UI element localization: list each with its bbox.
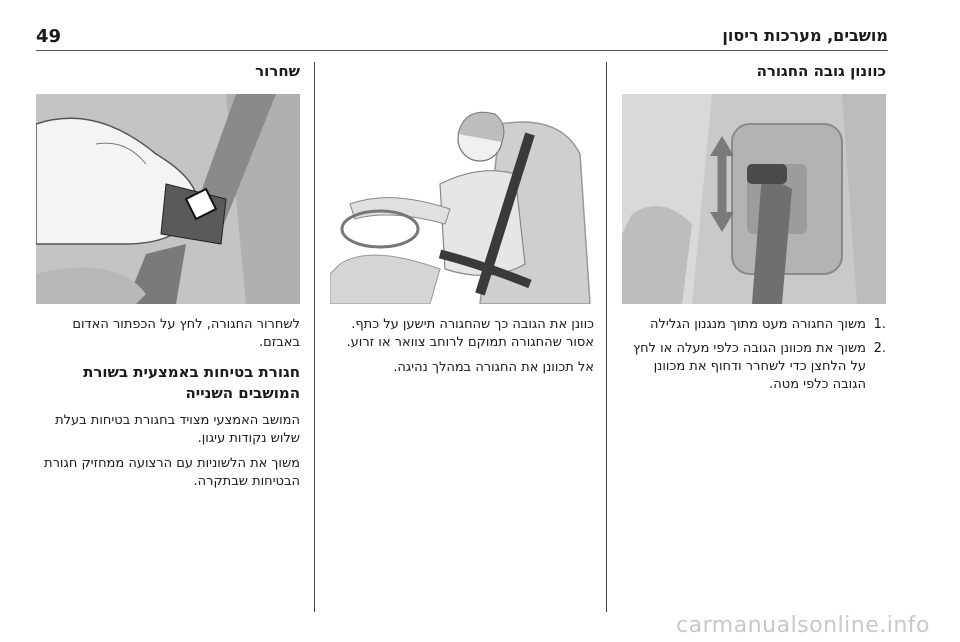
column-divider <box>314 62 315 612</box>
subheading-center-belt: חגורת בטיחות באמצעית בשורת המושבים השנייה <box>83 363 300 402</box>
driver-seatbelt-illustration <box>330 94 594 304</box>
chapter-title: מושבים, מערכות ריסון <box>722 26 888 45</box>
release-instructions: לשחרור החגורה, לחץ על הכפתור האדום באבזם. <box>72 317 300 350</box>
page-header <box>36 28 888 51</box>
watermark-text: carmanualsonline.info <box>676 613 930 638</box>
height-adjust-column <box>620 62 886 400</box>
belt-position-column <box>328 62 594 384</box>
belt-driving-warning: אל תכוונן את החגורה במהלך נהיגה. <box>393 360 594 375</box>
belt-position-text: כוונן את הגובה כך שהחגורה תישען על כתף. אסור שהחגורה תמוקם לרוחב צוואר או זרוע. <box>346 317 594 350</box>
section-title-release: שחרור <box>255 62 300 80</box>
center-belt-tongues-text: משוך את הלשוניות עם הרצועה ממחזיק חגורת הבטיחות שבתקרה. <box>44 456 300 489</box>
adjust-steps <box>620 316 886 394</box>
belt-height-adjuster-illustration <box>622 94 886 304</box>
column-divider <box>606 62 607 612</box>
release-column <box>36 62 300 498</box>
list-item: .1 משוך החגורה מעט מתוך מנגנון הגלילה <box>650 317 886 332</box>
page-number: 49 <box>36 26 62 47</box>
section-title-height-adjust: כוונון גובה החגורה <box>756 62 886 80</box>
buckle-release-illustration <box>36 94 300 304</box>
list-item: .2 משוך את מכוונן הגובה כלפי מעלה או לחץ על הלחצן כדי לשחרר ודחוף את מכוונן הגובה כלפי מטה. <box>633 341 886 392</box>
center-belt-text: המושב האמצעי מצויד בחגורת בטיחות בעלת שלוש נקודות עיגון. <box>55 413 300 446</box>
